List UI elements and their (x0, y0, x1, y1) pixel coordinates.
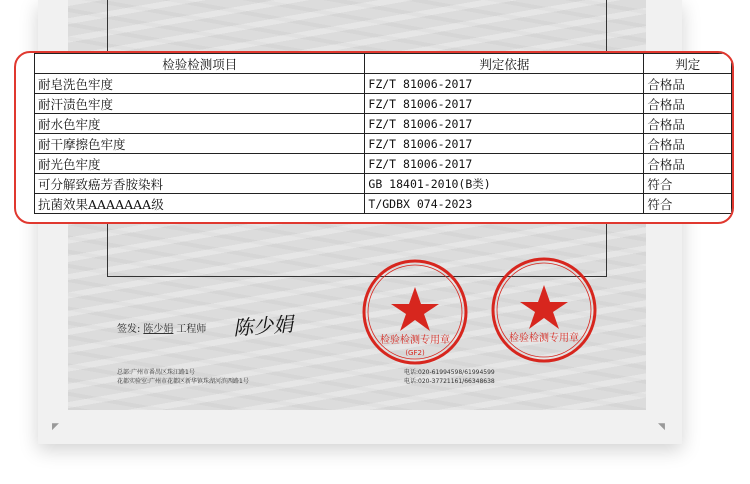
star-icon (520, 285, 568, 329)
table-row (35, 174, 732, 194)
inspection-seal-2 (489, 255, 599, 365)
issuer-title: 工程师 (176, 324, 207, 335)
results-table (34, 53, 732, 214)
table-row (35, 194, 732, 214)
result-cell: 符合 (644, 194, 732, 214)
handwritten-signature: 陈少娟 (232, 311, 294, 341)
standard-cell: FZ/T 81006-2017 (365, 94, 644, 114)
highlighted-results-panel (14, 51, 734, 224)
item-cell: 耐汗渍色牢度 (35, 94, 365, 114)
standard-cell: T/GDBX 074-2023 (365, 194, 644, 214)
table-row (35, 134, 732, 154)
seal1-subtitle: 检验检测专用章 (380, 335, 450, 346)
hq-address: 总部:广州市番禺区珠江路1号 (117, 369, 195, 376)
table-row (35, 94, 732, 114)
item-cell: 抗菌效果AAAAAAA级 (35, 194, 365, 214)
item-cell: 耐干摩擦色牢度 (35, 134, 365, 154)
table-header-row (35, 54, 732, 74)
standard-cell: FZ/T 81006-2017 (365, 134, 644, 154)
issuer-label: 签发: (117, 324, 141, 335)
lab-address: 花都实验室:广州市花都区新华镇珠湖河滨西路1号 (117, 378, 249, 385)
result-cell: 合格品 (644, 114, 732, 134)
header-standard: 判定依据 (365, 54, 644, 74)
item-cell: 耐皂洗色牢度 (35, 74, 365, 94)
corner-mark-icon: ◤ (52, 422, 59, 432)
header-result: 判定 (644, 54, 732, 74)
table-row (35, 114, 732, 134)
item-cell: 可分解致癌芳香胺染料 (35, 174, 365, 194)
standard-cell: GB 18401-2010(B类) (365, 174, 644, 194)
issuer-line (117, 320, 206, 335)
result-cell: 合格品 (644, 94, 732, 114)
table-row (35, 74, 732, 94)
result-cell: 合格品 (644, 134, 732, 154)
header-item: 检验检测项目 (35, 54, 365, 74)
star-icon (391, 287, 439, 331)
seal2-subtitle: 检验检测专用章 (509, 333, 579, 344)
phone-line-1: 电话:020-61994598/61994599 (404, 369, 495, 376)
result-cell: 符合 (644, 174, 732, 194)
item-cell: 耐光色牢度 (35, 154, 365, 174)
seal1-code: (GF2) (405, 349, 425, 357)
result-cell: 合格品 (644, 74, 732, 94)
inspection-seal-1 (360, 257, 470, 367)
result-cell: 合格品 (644, 154, 732, 174)
table-row (35, 154, 732, 174)
corner-mark-icon: ◥ (658, 422, 665, 432)
issuer-name: 陈少娟 (143, 324, 174, 335)
standard-cell: FZ/T 81006-2017 (365, 74, 644, 94)
phone-line-2: 电话:020-37721161/66348638 (404, 378, 495, 385)
standard-cell: FZ/T 81006-2017 (365, 114, 644, 134)
standard-cell: FZ/T 81006-2017 (365, 154, 644, 174)
item-cell: 耐水色牢度 (35, 114, 365, 134)
